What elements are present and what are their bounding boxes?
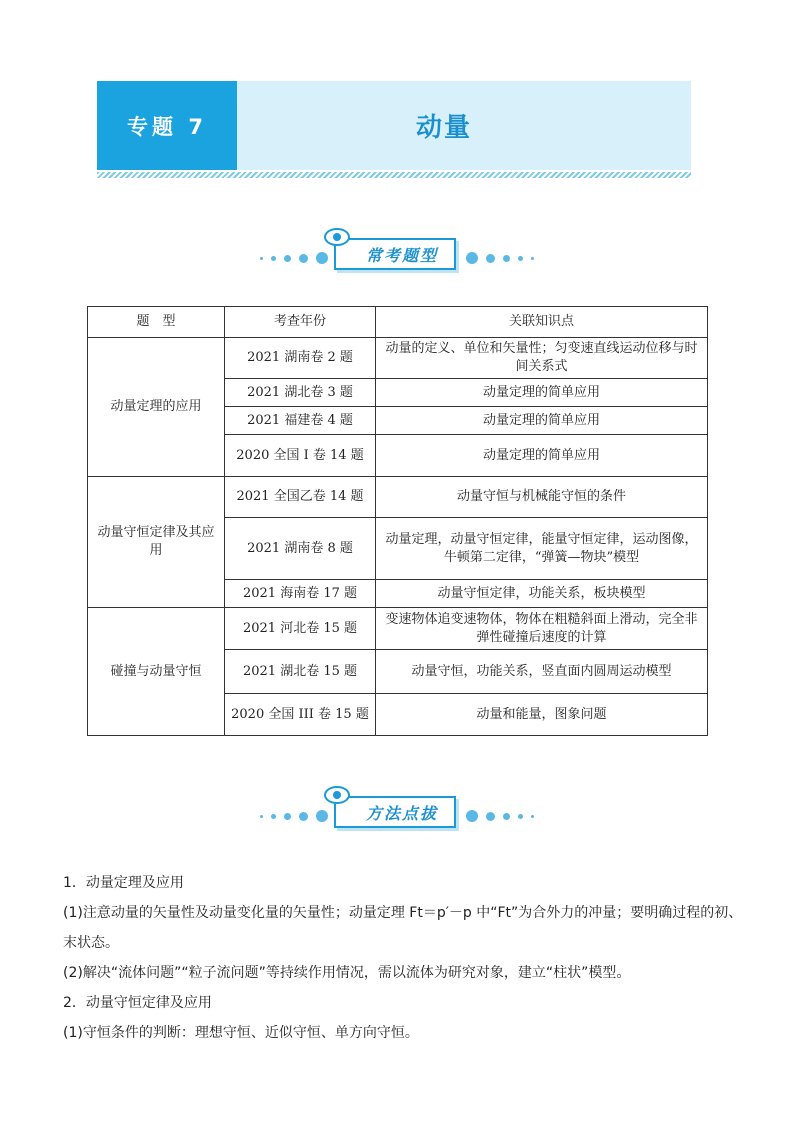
points-cell: 动量的定义、单位和矢量性；匀变速直线运动位移与时间关系式: [376, 338, 708, 379]
section-title-box: [334, 796, 456, 828]
decor-dots-left: [260, 810, 328, 822]
points-cell: 动量守恒，功能关系，竖直面内圆周运动模型: [376, 650, 708, 694]
paragraph: (1)守恒条件的判断：理想守恒、近似守恒、单方向守恒。: [63, 1025, 419, 1041]
decor-dots-left: [260, 252, 328, 264]
page-title: 动量: [415, 113, 472, 143]
section-heading-methods: [260, 786, 534, 832]
year-cell: 2021 湖南卷 2 题: [225, 338, 376, 379]
year-cell: 2021 湖北卷 15 题: [225, 650, 376, 694]
header-points: 关联知识点: [376, 307, 708, 338]
topic-banner: [97, 81, 691, 170]
heading-conservation: 2．动量守恒定律及应用: [63, 995, 212, 1011]
topic-title-area: [237, 81, 691, 170]
table-row: [88, 338, 708, 379]
year-cell: 2020 全国 III 卷 15 题: [225, 694, 376, 736]
year-cell: 2021 福建卷 4 题: [225, 407, 376, 435]
eye-icon: [324, 786, 350, 804]
table-row: [88, 608, 708, 650]
points-cell: 动量守恒与机械能守恒的条件: [376, 477, 708, 518]
year-cell: 2021 全国乙卷 14 题: [225, 477, 376, 518]
points-cell: 动量定理的简单应用: [376, 435, 708, 477]
points-cell: 动量定理，动量守恒定律，能量守恒定律，运动图像，牛顿第二定律，“弹簧—物块”模型: [376, 518, 708, 580]
points-cell: 变速物体追变速物体，物体在粗糙斜面上滑动，完全非弹性碰撞后速度的计算: [376, 608, 708, 650]
year-cell: 2021 海南卷 17 题: [225, 580, 376, 608]
points-cell: 动量守恒定律，功能关系，板块模型: [376, 580, 708, 608]
type-cell: 动量定理的应用: [88, 338, 225, 477]
points-cell: 动量和能量，图象问题: [376, 694, 708, 736]
topic-label: 专题 7: [97, 81, 237, 170]
points-cell: 动量定理的简单应用: [376, 407, 708, 435]
table-header-row: [88, 307, 708, 338]
eye-icon: [324, 228, 350, 246]
paragraph: (2)解决“流体问题”“粒子流问题”等持续作用情况，需以流体为研究对象，建立“柱状”模型。: [63, 965, 631, 981]
decor-dots-right: [466, 252, 534, 264]
points-cell: 动量定理的简单应用: [376, 379, 708, 407]
section-title: 方法点拔: [365, 803, 438, 823]
banner-stripe: [97, 172, 691, 178]
exam-topic-table: [87, 306, 708, 736]
type-cell: 动量守恒定律及其应用: [88, 477, 225, 608]
section-heading-common-types: [260, 228, 534, 274]
paragraph: (1)注意动量的矢量性及动量变化量的矢量性；动量定理 Ft＝p′－p 中“Ft”为合外力的冲量；要明确过程的初、末状态。: [63, 905, 743, 951]
section-title: 常考题型: [365, 245, 438, 265]
header-type: 题 型: [88, 307, 225, 338]
table-row: [88, 477, 708, 518]
method-content: [63, 868, 743, 1048]
decor-dots-right: [466, 810, 534, 822]
heading-momentum-theorem: 1．动量定理及应用: [63, 875, 184, 891]
section-title-box: [334, 238, 456, 270]
year-cell: 2021 河北卷 15 题: [225, 608, 376, 650]
year-cell: 2020 全国 I 卷 14 题: [225, 435, 376, 477]
year-cell: 2021 湖北卷 3 题: [225, 379, 376, 407]
type-cell: 碰撞与动量守恒: [88, 608, 225, 736]
header-year: 考查年份: [225, 307, 376, 338]
year-cell: 2021 湖南卷 8 题: [225, 518, 376, 580]
